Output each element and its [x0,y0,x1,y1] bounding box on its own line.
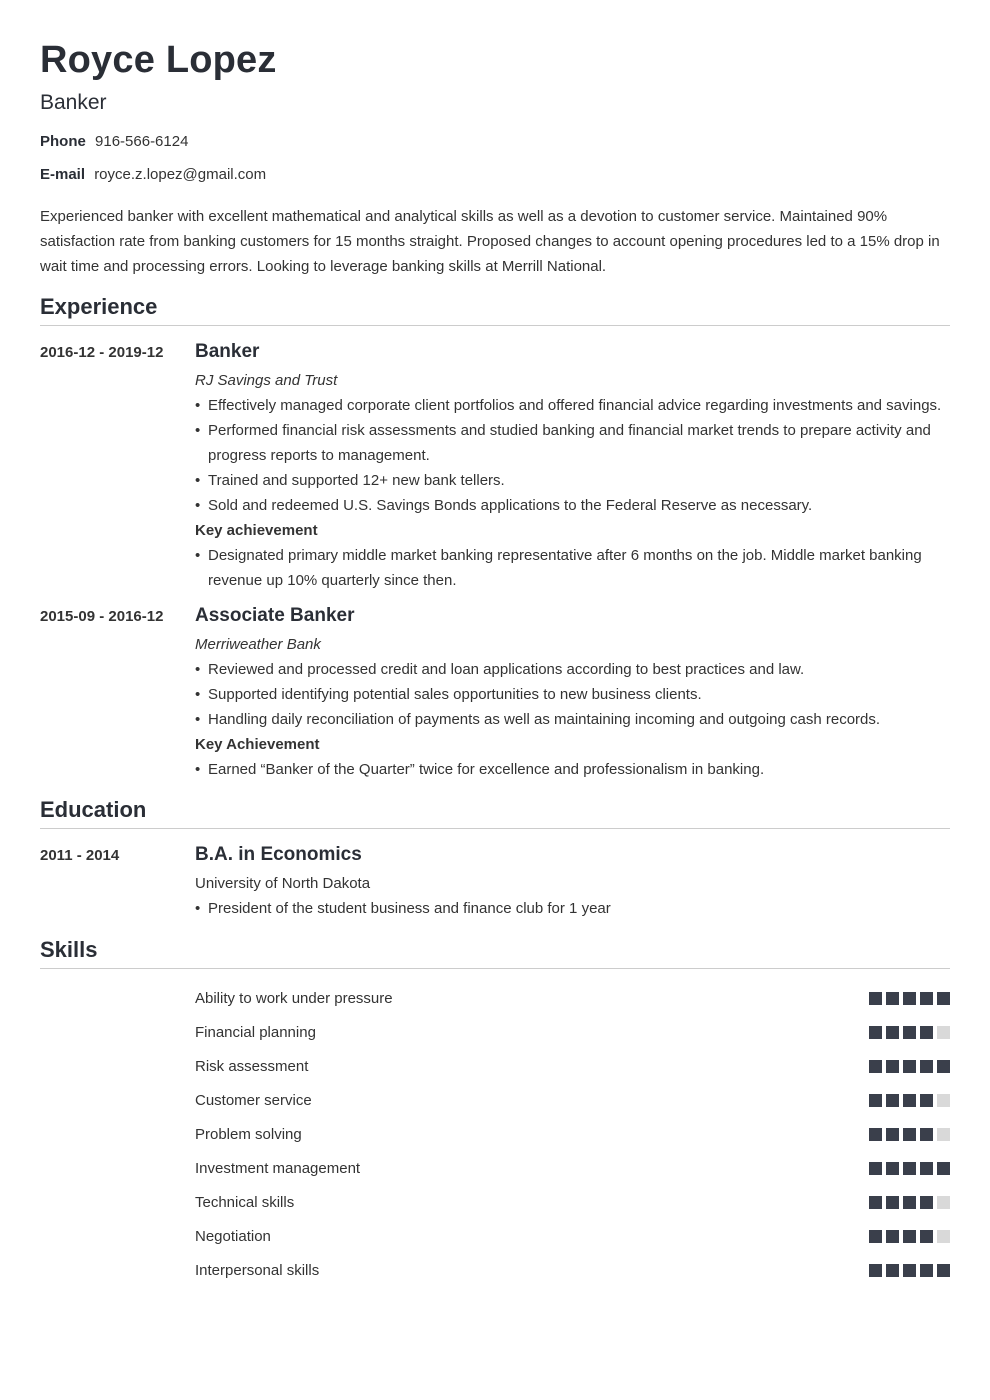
skill-name: Ability to work under pressure [195,989,393,1007]
entry-dates: 2015-09 - 2016-12 [40,608,164,625]
list-item: • Trained and supported 12+ new bank tellers. [195,468,950,493]
rating-filled-square-icon [920,1094,933,1107]
entry-dates: 2011 - 2014 [40,847,120,864]
education-section [40,796,950,921]
rating-empty-square-icon [937,1094,950,1107]
skill-row [195,1083,950,1117]
entry-school: University of North Dakota [195,875,371,892]
rating-filled-square-icon [886,1162,899,1175]
entry-body [195,340,950,593]
rating-filled-square-icon [903,1128,916,1141]
experience-section [40,293,950,782]
phone-value: 916-566-6124 [95,133,189,150]
rating-filled-square-icon [869,992,882,1005]
rating-filled-square-icon [920,1026,933,1039]
skill-rating [869,1060,950,1073]
rating-filled-square-icon [937,992,950,1005]
list-item: • Reviewed and processed credit and loan applications according to best practices and law. [195,657,950,682]
rating-filled-square-icon [886,1094,899,1107]
skill-name: Interpersonal skills [195,1261,320,1279]
rating-empty-square-icon [937,1128,950,1141]
rating-filled-square-icon [886,1060,899,1073]
skill-rating [869,1230,950,1243]
rating-filled-square-icon [886,1128,899,1141]
skill-row [195,981,950,1015]
education-details-list [195,896,950,921]
rating-empty-square-icon [937,1026,950,1039]
key-achievement-label: Key Achievement [195,736,320,753]
phone-row [40,132,950,152]
entry-dates: 2016-12 - 2019-12 [40,344,164,361]
skill-rating [869,1196,950,1209]
skill-name: Risk assessment [195,1057,309,1075]
contact-info [40,132,950,185]
rating-filled-square-icon [869,1128,882,1141]
education-entry [40,843,950,921]
rating-filled-square-icon [937,1162,950,1175]
skill-name: Financial planning [195,1023,316,1041]
skill-name: Investment management [195,1159,361,1177]
skills-heading: Skills [40,937,98,962]
entry-role: Associate Banker [195,605,355,626]
rating-filled-square-icon [869,1060,882,1073]
list-item: • Performed financial risk assessments and studied banking and financial market trends to prepare activity and progress reports to management. [195,418,950,468]
skill-rating [869,1264,950,1277]
summary-paragraph: Experienced banker with excellent mathematical and analytical skills as well as a devotion to customer service. Maintained 90% satisfaction rate from banking customers for 15 months straight. Proposed changes to account opening procedures led to a 15% drop in wait time and processing errors. Looking to leverage banking skills at Merrill National. [40,208,940,275]
phone-label: Phone [40,133,86,150]
experience-entry [40,604,950,782]
rating-filled-square-icon [869,1230,882,1243]
skill-name: Technical skills [195,1193,295,1211]
rating-filled-square-icon [903,1162,916,1175]
skill-row [195,1185,950,1219]
duties-list [195,657,950,732]
rating-filled-square-icon [903,1230,916,1243]
rating-filled-square-icon [920,1060,933,1073]
skill-row [195,1049,950,1083]
list-item: • Earned “Banker of the Quarter” twice for excellence and professionalism in banking. [195,757,950,782]
rating-filled-square-icon [903,1264,916,1277]
email-row [40,165,950,185]
experience-heading: Experience [40,294,158,319]
skills-list [40,981,950,1287]
rating-filled-square-icon [903,992,916,1005]
rating-filled-square-icon [920,1264,933,1277]
skill-row [195,1117,950,1151]
candidate-name: Royce Lopez [40,39,277,81]
entry-body [195,604,950,782]
skill-rating [869,1128,950,1141]
rating-filled-square-icon [886,1264,899,1277]
rating-filled-square-icon [886,1230,899,1243]
achievements-list [195,757,950,782]
education-heading: Education [40,797,147,822]
skill-row [195,1253,950,1287]
duties-list [195,393,950,518]
entry-body [195,843,950,921]
skill-name: Negotiation [195,1227,271,1245]
experience-entry [40,340,950,593]
skill-name: Problem solving [195,1125,302,1143]
rating-filled-square-icon [869,1264,882,1277]
rating-filled-square-icon [903,1060,916,1073]
rating-filled-square-icon [886,992,899,1005]
skills-section [40,936,950,1287]
rating-filled-square-icon [869,1162,882,1175]
list-item: • President of the student business and finance club for 1 year [195,896,950,921]
section-divider [40,325,950,326]
achievements-list [195,543,950,593]
rating-filled-square-icon [903,1196,916,1209]
rating-filled-square-icon [886,1026,899,1039]
skill-rating [869,1162,950,1175]
list-item: • Designated primary middle market banking representative after 6 months on the job. Middle market banking revenue up 10% quarterly since then. [195,543,950,593]
rating-filled-square-icon [903,1094,916,1107]
list-item: • Supported identifying potential sales opportunities to new business clients. [195,682,950,707]
skill-rating [869,992,950,1005]
rating-filled-square-icon [920,1128,933,1141]
skill-name: Customer service [195,1091,312,1109]
list-item: • Sold and redeemed U.S. Savings Bonds applications to the Federal Reserve as necessary. [195,493,950,518]
email-value: royce.z.lopez@gmail.com [94,166,267,183]
rating-filled-square-icon [920,1162,933,1175]
entry-degree: B.A. in Economics [195,844,362,865]
rating-filled-square-icon [920,1230,933,1243]
rating-empty-square-icon [937,1230,950,1243]
section-divider [40,828,950,829]
rating-filled-square-icon [920,1196,933,1209]
entry-organization: Merriweather Bank [195,636,321,653]
resume-header [40,36,950,116]
entry-organization: RJ Savings and Trust [195,372,338,389]
rating-filled-square-icon [937,1264,950,1277]
email-label: E-mail [40,166,86,183]
list-item: • Effectively managed corporate client portfolios and offered financial advice regarding investments and savings. [195,393,950,418]
rating-filled-square-icon [869,1094,882,1107]
rating-filled-square-icon [886,1196,899,1209]
rating-filled-square-icon [903,1026,916,1039]
list-item: • Handling daily reconciliation of payments as well as maintaining incoming and outgoing cash records. [195,707,950,732]
rating-filled-square-icon [937,1060,950,1073]
entry-role: Banker [195,341,260,362]
skill-row [195,1219,950,1253]
rating-filled-square-icon [869,1196,882,1209]
rating-filled-square-icon [920,992,933,1005]
candidate-title: Banker [40,91,107,114]
skill-rating [869,1026,950,1039]
skill-rating [869,1094,950,1107]
key-achievement-label: Key achievement [195,522,318,539]
rating-filled-square-icon [869,1026,882,1039]
rating-empty-square-icon [937,1196,950,1209]
skill-row [195,1015,950,1049]
section-divider [40,968,950,969]
skill-row [195,1151,950,1185]
